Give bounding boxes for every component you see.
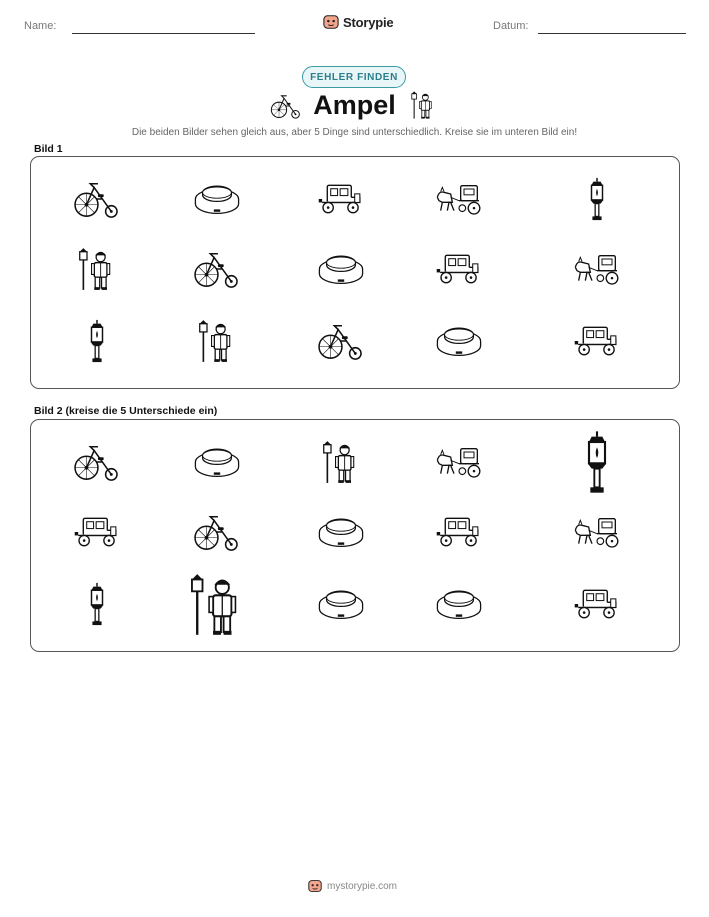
car-icon xyxy=(73,514,121,550)
car-icon xyxy=(435,251,483,287)
carriage-icon xyxy=(434,444,484,480)
brand-name: Storypie xyxy=(343,14,394,30)
button-icon xyxy=(435,585,483,623)
bicycle-icon xyxy=(193,248,241,290)
date-label: Datum: xyxy=(493,20,529,32)
button-icon xyxy=(317,585,365,623)
lamp-icon xyxy=(581,427,613,497)
lamp-icon xyxy=(586,175,608,223)
carriage-icon xyxy=(434,181,484,217)
policeman-icon xyxy=(321,439,361,485)
name-field[interactable] xyxy=(72,33,255,34)
button-icon xyxy=(317,250,365,288)
button-icon xyxy=(193,443,241,481)
policeman-icon xyxy=(197,318,237,364)
page-title: Ampel xyxy=(313,90,396,120)
footer xyxy=(308,879,397,893)
button-icon xyxy=(193,180,241,218)
brand-logo xyxy=(323,14,393,30)
car-icon xyxy=(317,181,365,217)
policeman-icon xyxy=(77,246,117,292)
instructions: Die beiden Bilder sehen gleich aus, aber 5 Dinge sind unterschiedlich. Kreise sie im unteren Bild ein! xyxy=(131,127,578,138)
name-label: Name: xyxy=(24,20,57,32)
policeman-icon xyxy=(410,90,436,120)
bicycle-icon xyxy=(73,178,121,220)
storypie-logo-icon xyxy=(308,879,322,893)
picture-2-panel[interactable] xyxy=(30,419,680,652)
carriage-icon xyxy=(572,251,622,287)
storypie-logo-icon xyxy=(323,14,339,30)
picture-1-label: Bild 1 xyxy=(34,143,63,155)
car-icon xyxy=(573,586,621,622)
bicycle-icon xyxy=(193,511,241,553)
carriage-icon xyxy=(572,514,622,550)
picture-1-panel xyxy=(30,156,680,389)
footer-url: mystorypie.com xyxy=(327,880,398,892)
lamp-icon xyxy=(86,317,108,365)
bicycle-icon xyxy=(317,320,365,362)
button-icon xyxy=(435,322,483,360)
picture-2-label: Bild 2 (kreise die 5 Unterschiede ein) xyxy=(34,405,218,417)
worksheet-type-badge: FEHLER FINDEN xyxy=(302,66,406,88)
date-field[interactable] xyxy=(538,33,686,34)
policeman-icon xyxy=(188,571,246,638)
button-icon xyxy=(317,513,365,551)
bicycle-icon xyxy=(73,441,121,483)
car-icon xyxy=(573,323,621,359)
lamp-icon xyxy=(86,580,108,628)
car-icon xyxy=(435,514,483,550)
